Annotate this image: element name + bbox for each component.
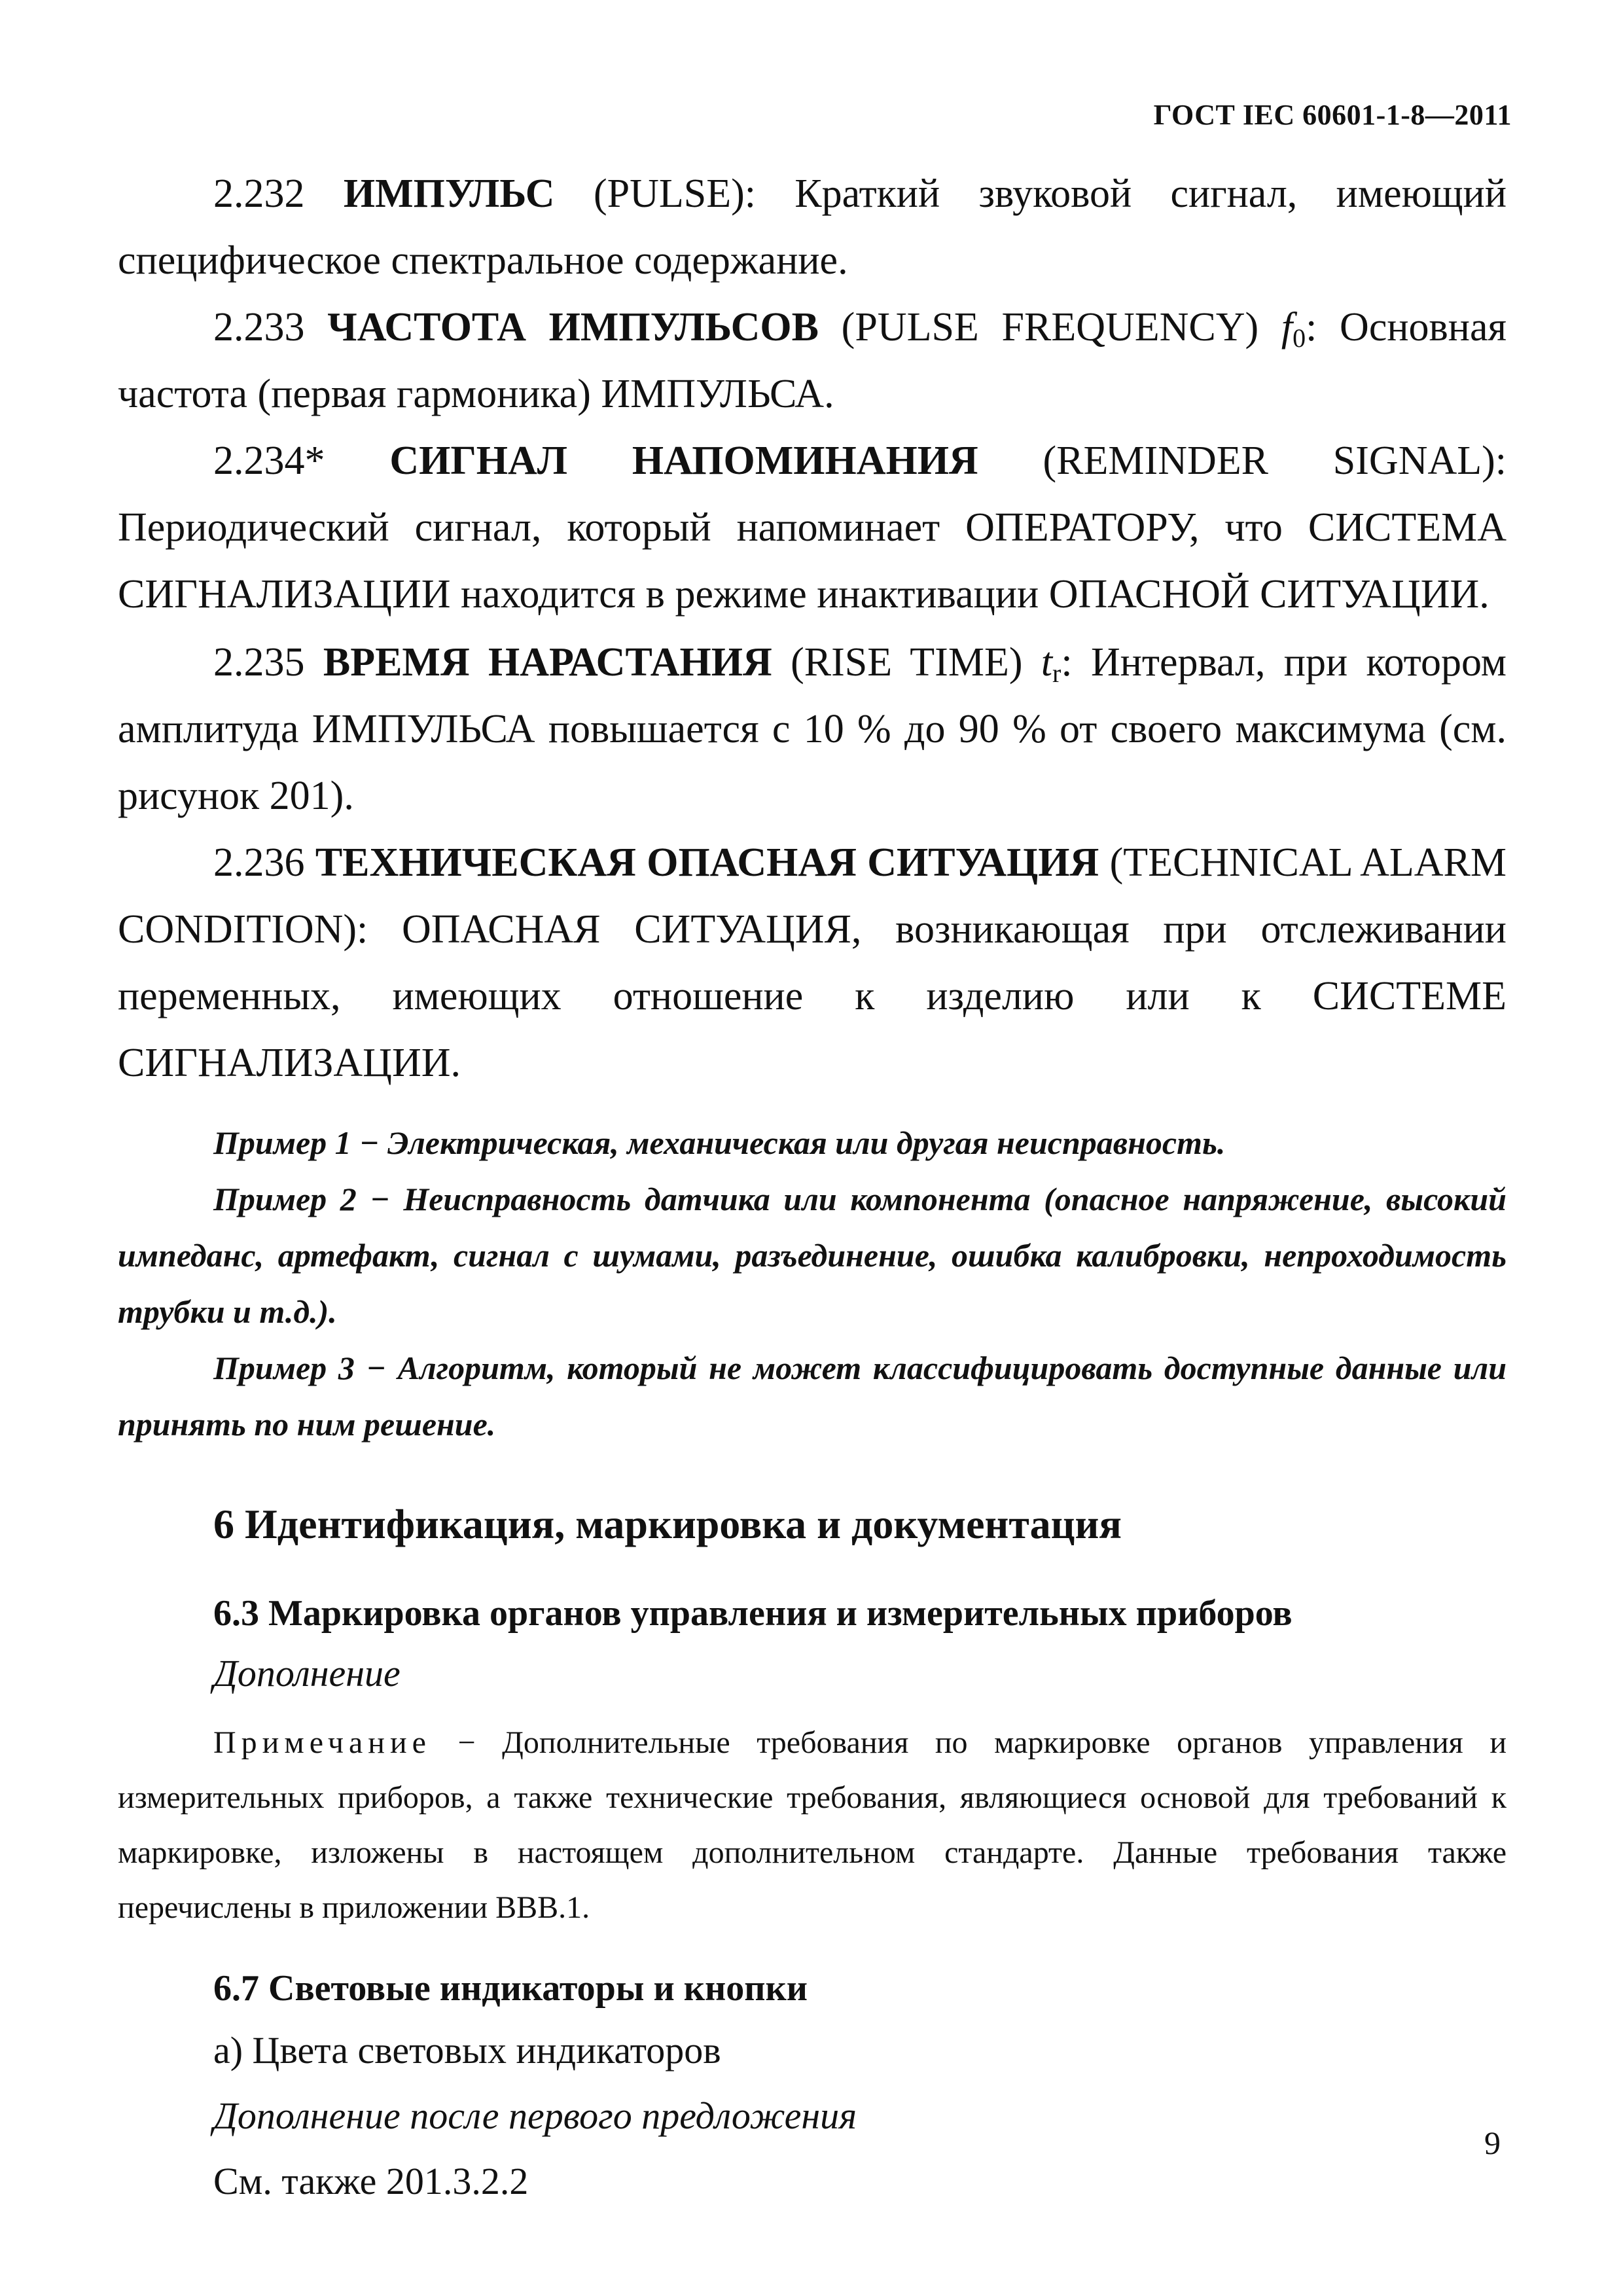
definition-english: (RISE TIME): [791, 640, 1023, 685]
definition-number: 2.232: [213, 171, 305, 216]
note-text: − Дополнительные требования по маркировке органов управления и измерительных приборов, а также технические требования, являющиеся основой для требований к маркировке, изложены в настоящем дополнительном стандарте. Данные требования также перечислены в приложении ВВВ.1.: [118, 1725, 1507, 1925]
section-6-3-addition: Дополнение: [213, 1652, 401, 1695]
section-6-3-note: [118, 1715, 1507, 1935]
definition-english: (TECHNICAL ALARM CONDITION):: [118, 840, 1507, 952]
page-content: [118, 160, 1507, 2214]
definition-2-235: [118, 629, 1507, 829]
definition-term: ТЕХНИЧЕСКАЯ ОПАСНАЯ СИТУАЦИЯ: [315, 840, 1099, 885]
definition-term: ИМПУЛЬС: [343, 171, 555, 216]
definition-english: (PULSE FREQUENCY): [841, 305, 1259, 350]
definition-text: Периодический сигнал, который напоминает ОПЕРАТОРУ, что СИСТЕМА СИГНАЛИЗАЦИИ находится в режиме инактивации ОПАСНОЙ СИТУАЦИИ.: [118, 505, 1507, 617]
definition-text: Краткий звуковой сигнал, имеющий специфическое спектральное содержание.: [118, 171, 1507, 283]
definition-text: : Основная частота (первая гармоника) ИМПУЛЬСА.: [118, 305, 1507, 416]
example-3: Пример 3 − Алгоритм, который не может классифицировать доступные данные или принять по ним решение.: [118, 1350, 1507, 1443]
definition-number: 2.236: [213, 840, 305, 885]
definition-number: 2.235: [213, 640, 305, 685]
definition-text: : Интервал, при котором амплитуда ИМПУЛЬСА повышается с 10 % до 90 % от своего максимума (см. рисунок 201).: [118, 640, 1507, 818]
note-label: Примечание: [213, 1725, 431, 1760]
definition-term: ВРЕМЯ НАРАСТАНИЯ: [323, 640, 772, 685]
section-6-heading: 6 Идентификация, маркировка и документация: [213, 1501, 1122, 1547]
definition-number: 2.233: [213, 305, 305, 350]
section-6-7-addition: Дополнение после первого предложения: [213, 2094, 857, 2137]
definition-number: 2.234*: [213, 439, 325, 483]
definition-symbol: t: [1041, 640, 1053, 685]
definition-symbol: f: [1281, 305, 1293, 350]
definition-english: (PULSE):: [593, 171, 756, 216]
definition-2-236: [118, 829, 1507, 1096]
definition-english: (REMINDER SIGNAL):: [1043, 439, 1507, 483]
section-6-7-heading: 6.7 Световые индикаторы и кнопки: [213, 1968, 808, 2009]
example-1: Пример 1 − Электрическая, механическая или другая неисправность.: [213, 1124, 1226, 1161]
definition-2-233: [118, 294, 1507, 427]
section-6-3-heading: 6.3 Маркировка органов управления и измерительных приборов: [213, 1593, 1293, 1634]
page-number: 9: [1484, 2125, 1501, 2161]
document-header: ГОСТ IEC 60601-1-8—2011: [1153, 99, 1512, 131]
definition-2-234: [118, 427, 1507, 628]
section-6-7-item-a: а) Цвета световых индикаторов: [213, 2029, 721, 2072]
definition-term: СИГНАЛ НАПОМИНАНИЯ: [389, 439, 978, 483]
example-2: Пример 2 − Неисправность датчика или компонента (опасное напряжение, высокий импеданс, артефакт, сигнал с шумами, разъединение, ошибка калибровки, непроходимость трубки и т.д.).: [118, 1181, 1507, 1330]
definition-2-232: [118, 160, 1507, 294]
definition-term: ЧАСТОТА ИМПУЛЬСОВ: [327, 305, 819, 350]
definition-symbol-subscript: r: [1052, 658, 1061, 688]
definition-symbol-subscript: 0: [1293, 323, 1306, 353]
definition-text: ОПАСНАЯ СИТУАЦИЯ, возникающая при отслеживании переменных, имеющих отношение к изделию или к СИСТЕМЕ СИГНАЛИЗАЦИИ.: [118, 907, 1507, 1085]
section-6-7-see-also: См. также 201.3.2.2: [213, 2160, 529, 2202]
